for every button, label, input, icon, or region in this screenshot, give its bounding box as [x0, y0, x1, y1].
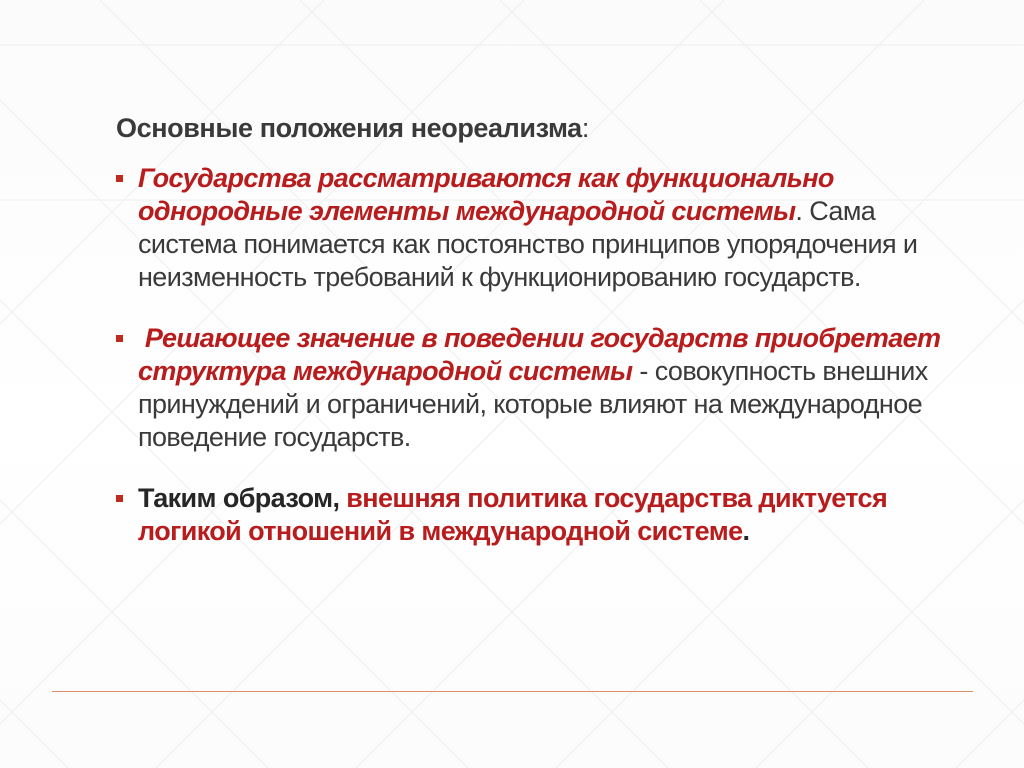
bullet-item-2 [116, 322, 962, 454]
bullet-1-emphasis: Государства рассматриваются как функционально однородные элементы международной системы [138, 163, 834, 226]
bullet-1-text: . Сама система понимается как постоянство принципов упорядочения и неизменность требований к функционированию государств. [138, 196, 918, 292]
slide-content [116, 108, 962, 576]
bullet-3-emphasis: внешняя политика государства диктуется логикой отношений в международной системе [138, 483, 888, 546]
square-bullet-icon [116, 495, 123, 502]
bullet-3-lead: Таким образом, [138, 483, 347, 513]
bullet-item-3 [116, 482, 962, 548]
footer-rule [52, 691, 973, 692]
bullet-item-1 [116, 162, 962, 294]
bullet-2-emphasis: Решающее значение в поведении государств приобретает структура международной системы [138, 323, 941, 386]
slide-heading [116, 108, 962, 148]
bullet-3-tail: . [742, 516, 750, 546]
square-bullet-icon [116, 175, 123, 182]
bullet-2-lead [138, 323, 145, 353]
square-bullet-icon [116, 335, 123, 342]
heading-text: Основные положения неореализма [116, 113, 582, 143]
heading-colon: : [581, 113, 589, 143]
bullet-2-text: - совокупность внешних принуждений и ограничений, которые влияют на международное поведение государств. [138, 356, 928, 452]
